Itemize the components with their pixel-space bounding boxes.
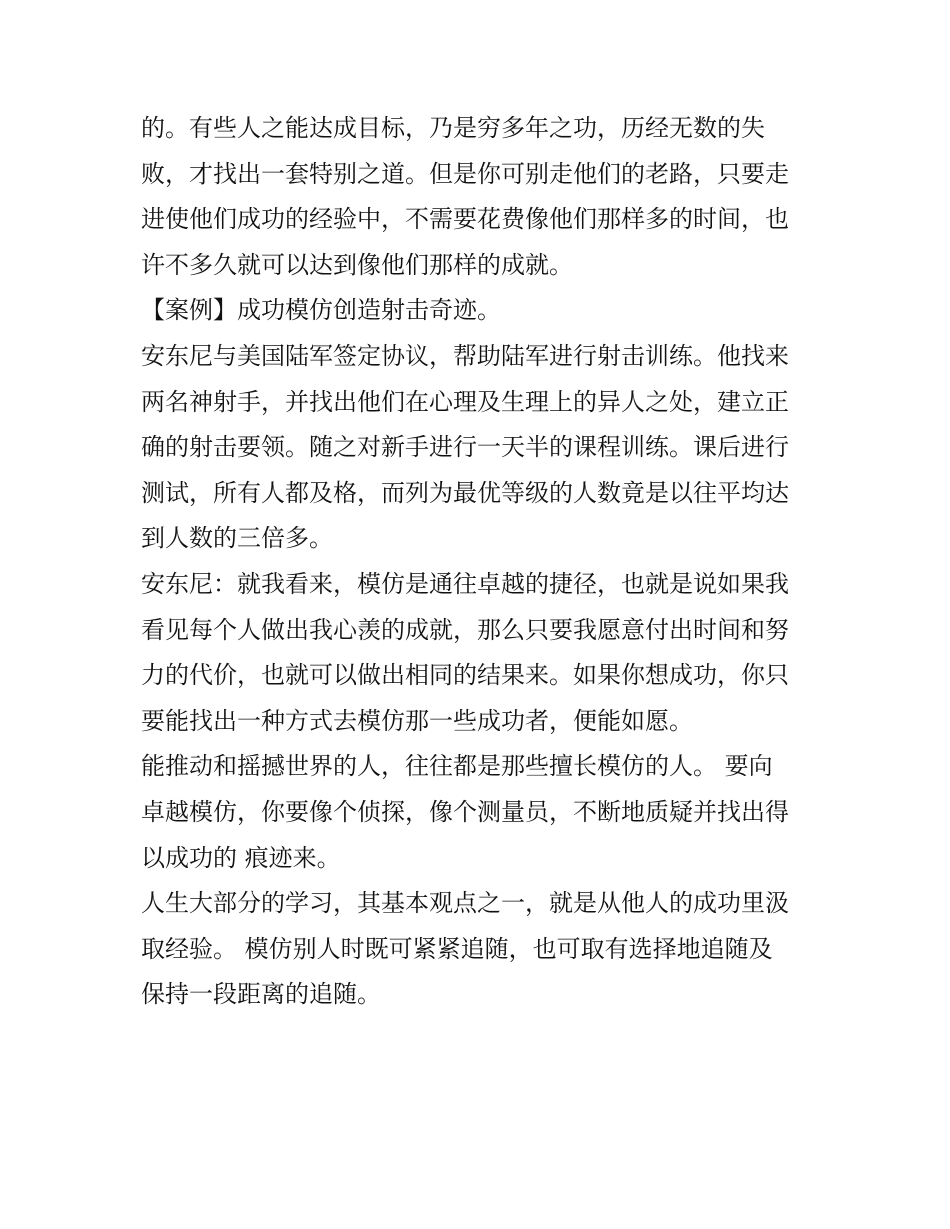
text-line: 测试，所有人都及格，而列为最优等级的人数竟是以往平均达: [141, 478, 789, 507]
text-line: 保持一段距离的追随。: [141, 980, 381, 1009]
text-line: 败，才找出一套特别之道。但是你可别走他们的老路，只要走: [141, 159, 789, 188]
text-line: 要能找出一种方式去模仿那一些成功者，便能如愿。: [141, 706, 693, 735]
text-line: 两名神射手，并找出他们在心理及生理上的异人之处，建立正: [141, 387, 789, 416]
body-text: [141, 106, 821, 1018]
text-line: 力的代价，也就可以做出相同的结果来。如果你想成功，你只: [141, 661, 789, 690]
text-line: 能推动和摇撼世界的人，往往都是那些擅长模仿的人。 要向: [141, 752, 773, 781]
case-heading: 【案例】成功模仿创造射击奇迹。: [141, 296, 501, 325]
text-line: 安东尼：就我看来，模仿是通往卓越的捷径，也就是说如果我: [141, 569, 789, 598]
text-line: 取经验。 模仿别人时既可紧紧追随，也可取有选择地追随及: [141, 934, 773, 963]
text-line: 以成功的 痕迹来。: [141, 843, 341, 872]
text-line: 许不多久就可以达到像他们那样的成就。: [141, 250, 573, 279]
text-line: 到人数的三倍多。: [141, 524, 333, 553]
text-line: 人生大部分的学习，其基本观点之一，就是从他人的成功里汲: [141, 889, 789, 918]
text-line: 的。有些人之能达成目标，乃是穷多年之功，历经无数的失: [141, 114, 765, 142]
text-line: 安东尼与美国陆军签定协议，帮助陆军进行射击训练。他找来: [141, 341, 789, 370]
text-line: 看见每个人做出我心羡的成就，那么只要我愿意付出时间和努: [141, 615, 789, 644]
text-line: 进使他们成功的经验中，不需要花费像他们那样多的时间，也: [141, 205, 789, 234]
text-line: 卓越模仿，你要像个侦探，像个测量员，不断地质疑并找出得: [141, 797, 789, 826]
text-line: 确的射击要领。随之对新手进行一天半的课程训练。课后进行: [141, 433, 789, 462]
